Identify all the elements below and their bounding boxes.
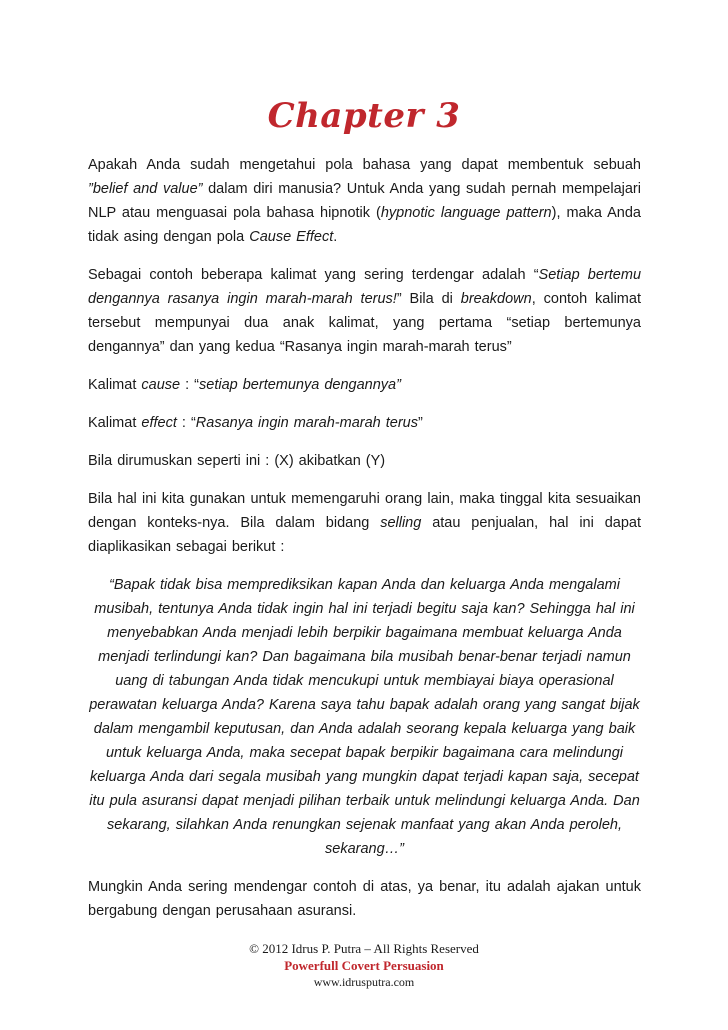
paragraph-6 [88,487,641,559]
p3-text-2: : “ [180,377,200,393]
p3-text-1: Kalimat [88,377,142,393]
paragraph-2 [88,263,641,359]
p1-text-2: dalam diri manusia? Untuk Anda yang sudah pernah mempelajari NLP atau menguasai pola bahasa hipnotik ( [88,181,641,221]
chapter-title: Chapter 3 [267,96,461,136]
p2-text-2: ” Bila di [396,291,461,307]
p4-text-3: ” [418,415,423,431]
p1-text-1: Apakah Anda sudah mengetahui pola bahasa yang dapat membentuk sebuah [88,157,641,173]
paragraph-formula: Bila dirumuskan seperti ini : (X) akibatkan (Y) [88,453,386,469]
p2-text-3: , contoh kalimat tersebut mempunyai dua anak kalimat, yang pertama “setiap bertemunya dengannya” dan yang kedua “Rasanya ingin marah-marah terus” [88,291,641,355]
paragraph-cause [88,373,641,397]
body-text [88,153,641,937]
paragraph-1 [88,153,641,249]
p2-italic-2: breakdown [460,291,532,307]
p4-italic-1: effect [141,415,177,431]
p1-text-3: ), maka Anda tidak asing dengan pola [88,205,641,245]
sales-quote: “Bapak tidak bisa memprediksikan kapan Anda dan keluarga Anda mengalami musibah, tentunya Anda tidak ingin hal ini terjadi begitu saja kan? Sehingga hal ini menyebabkan Anda menjadi lebih berpikir bagaimana membuat keluarga Anda menjadi terlindungi kan? Dan bagaimana bila musibah benar-benar terjadi namun uang di tabungan Anda tidak mencukupi untuk membiayai biaya operasional perawatan keluarga Anda? Karena saya tahu bapak adalah orang yang sangat bijak dalam mengambil keputusan, dan Anda adalah seorang kepala keluarga yang baik untuk keluarga Anda, maka secepat bapak berpikir bagaimana cara melindungi keluarga Anda dari segala musibah yang mungkin dapat terjadi kapan saja, secepat itu pula asuransi dapat menjadi pilihan terbaik untuk melindungi keluarga Anda. Dan sekarang, silahkan Anda renungkan sejenak manfaat yang akan Anda peroleh, sekarang…” [89,577,640,857]
footer-copyright: © 2012 Idrus P. Putra – All Rights Reserved [249,941,479,956]
paragraph-effect [88,411,641,435]
footer-book-title: Powerfull Covert Persuasion [284,958,444,973]
p1-italic-1: ”belief and value” [88,181,203,197]
p2-italic-1: Setiap bertemu dengannya rasanya ingin marah-marah terus! [88,267,642,307]
p3-italic-2: setiap bertemunya dengannya” [199,377,401,393]
p6-text-2: atau penjualan, hal ini dapat diaplikasikan sebagai berikut : [88,515,641,555]
p4-text-2: : “ [176,415,196,431]
p4-text-1: Kalimat [88,415,142,431]
p2-text-1: Sebagai contoh beberapa kalimat yang sering terdengar adalah “ [88,267,539,283]
p1-text-4: . [333,229,338,245]
p6-italic-1: selling [380,515,422,531]
p4-italic-2: Rasanya ingin marah-marah terus [195,415,418,431]
footer-website[interactable]: www.idrusputra.com [313,975,415,989]
p6-text-1: Bila hal ini kita gunakan untuk memengaruhi orang lain, maka tinggal kita sesuaikan dengan konteks-nya. Bila dalam bidang [88,491,641,531]
p3-italic-1: cause [141,377,181,393]
p1-italic-2: hypnotic language pattern [380,205,552,221]
paragraph-7: Mungkin Anda sering mendengar contoh di atas, ya benar, itu adalah ajakan untuk bergabung dengan perusahaan asuransi. [88,879,641,919]
p1-italic-3: Cause Effect [249,229,334,245]
